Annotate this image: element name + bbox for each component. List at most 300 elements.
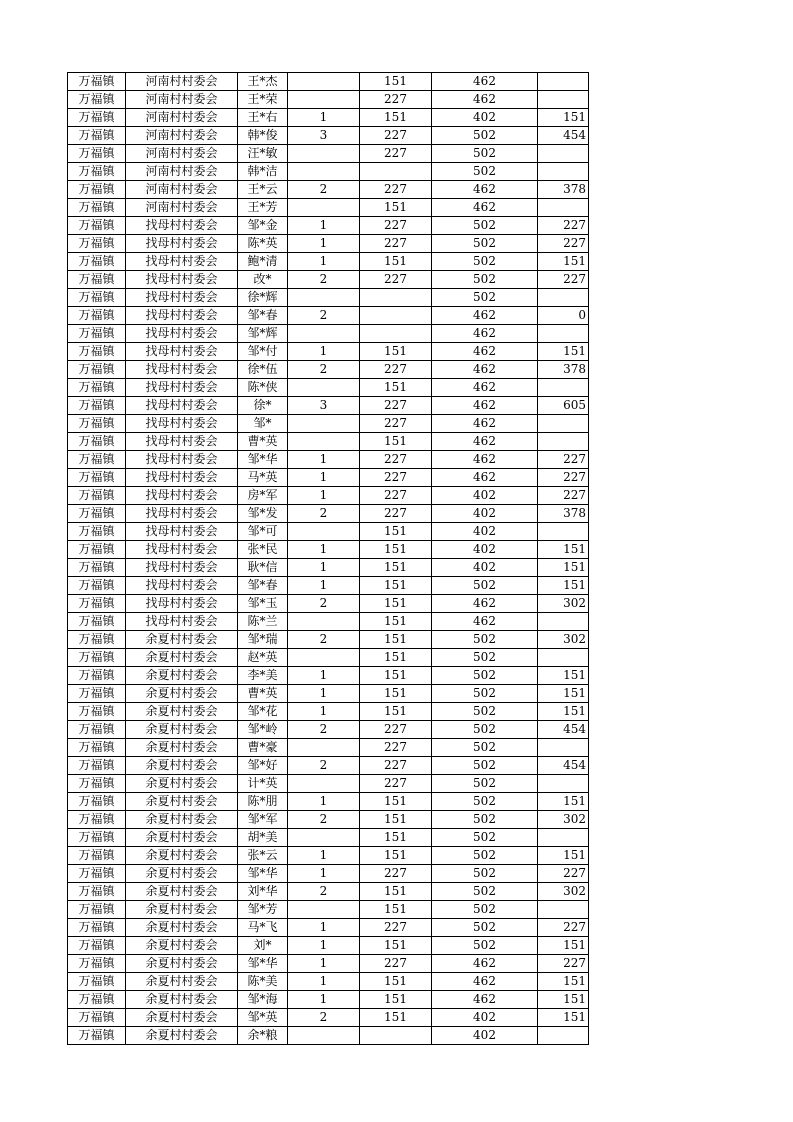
value-b-cell: 402 bbox=[432, 1027, 538, 1045]
table-row bbox=[68, 433, 589, 451]
value-a-cell: 151 bbox=[360, 433, 432, 451]
table-row bbox=[68, 217, 589, 235]
count-cell: 1 bbox=[288, 937, 360, 955]
value-c-cell: 227 bbox=[538, 451, 589, 469]
village-cell: 余夏村村委会 bbox=[126, 991, 238, 1009]
village-cell: 河南村村委会 bbox=[126, 145, 238, 163]
village-cell: 余夏村村委会 bbox=[126, 829, 238, 847]
value-a-cell: 151 bbox=[360, 541, 432, 559]
count-cell: 1 bbox=[288, 991, 360, 1009]
town-cell: 万福镇 bbox=[68, 973, 126, 991]
count-cell: 1 bbox=[288, 865, 360, 883]
value-b-cell: 502 bbox=[432, 127, 538, 145]
value-a-cell: 227 bbox=[360, 775, 432, 793]
value-a-cell: 227 bbox=[360, 361, 432, 379]
value-a-cell: 227 bbox=[360, 739, 432, 757]
name-cell: 邹*华 bbox=[238, 865, 288, 883]
town-cell: 万福镇 bbox=[68, 91, 126, 109]
village-cell: 找母村村委会 bbox=[126, 271, 238, 289]
value-b-cell: 502 bbox=[432, 289, 538, 307]
village-cell: 找母村村委会 bbox=[126, 595, 238, 613]
value-b-cell: 462 bbox=[432, 595, 538, 613]
table-row bbox=[68, 271, 589, 289]
value-c-cell: 151 bbox=[538, 577, 589, 595]
village-cell: 找母村村委会 bbox=[126, 289, 238, 307]
value-b-cell: 462 bbox=[432, 307, 538, 325]
value-b-cell: 502 bbox=[432, 847, 538, 865]
name-cell: 邹*英 bbox=[238, 1009, 288, 1027]
value-b-cell: 462 bbox=[432, 613, 538, 631]
town-cell: 万福镇 bbox=[68, 271, 126, 289]
village-cell: 找母村村委会 bbox=[126, 577, 238, 595]
town-cell: 万福镇 bbox=[68, 703, 126, 721]
value-a-cell: 227 bbox=[360, 865, 432, 883]
table-row bbox=[68, 775, 589, 793]
village-cell: 余夏村村委会 bbox=[126, 937, 238, 955]
value-b-cell: 402 bbox=[432, 559, 538, 577]
value-a-cell: 151 bbox=[360, 199, 432, 217]
name-cell: 张*云 bbox=[238, 847, 288, 865]
value-b-cell: 502 bbox=[432, 145, 538, 163]
value-b-cell: 502 bbox=[432, 703, 538, 721]
name-cell: 邹*芳 bbox=[238, 901, 288, 919]
count-cell: 1 bbox=[288, 559, 360, 577]
data-table bbox=[67, 72, 589, 1045]
value-c-cell: 151 bbox=[538, 703, 589, 721]
table-row bbox=[68, 739, 589, 757]
name-cell: 邹*可 bbox=[238, 523, 288, 541]
town-cell: 万福镇 bbox=[68, 361, 126, 379]
value-c-cell: 0 bbox=[538, 307, 589, 325]
village-cell: 河南村村委会 bbox=[126, 163, 238, 181]
value-a-cell: 227 bbox=[360, 397, 432, 415]
name-cell: 汪*敏 bbox=[238, 145, 288, 163]
value-c-cell: 151 bbox=[538, 991, 589, 1009]
value-c-cell bbox=[538, 433, 589, 451]
value-b-cell: 502 bbox=[432, 775, 538, 793]
table-row bbox=[68, 343, 589, 361]
table-row bbox=[68, 703, 589, 721]
value-c-cell bbox=[538, 379, 589, 397]
value-a-cell: 227 bbox=[360, 757, 432, 775]
count-cell: 2 bbox=[288, 721, 360, 739]
name-cell: 邹*玉 bbox=[238, 595, 288, 613]
table-row bbox=[68, 523, 589, 541]
table-row bbox=[68, 541, 589, 559]
value-c-cell bbox=[538, 739, 589, 757]
table-row bbox=[68, 1009, 589, 1027]
table-row bbox=[68, 127, 589, 145]
value-a-cell bbox=[360, 1027, 432, 1045]
name-cell: 王*右 bbox=[238, 109, 288, 127]
town-cell: 万福镇 bbox=[68, 523, 126, 541]
value-b-cell: 502 bbox=[432, 163, 538, 181]
count-cell: 3 bbox=[288, 397, 360, 415]
count-cell: 2 bbox=[288, 595, 360, 613]
table-row bbox=[68, 991, 589, 1009]
value-c-cell: 378 bbox=[538, 361, 589, 379]
town-cell: 万福镇 bbox=[68, 73, 126, 91]
value-a-cell bbox=[360, 325, 432, 343]
value-b-cell: 462 bbox=[432, 973, 538, 991]
value-a-cell: 151 bbox=[360, 253, 432, 271]
village-cell: 找母村村委会 bbox=[126, 469, 238, 487]
value-a-cell: 227 bbox=[360, 235, 432, 253]
name-cell: 刘* bbox=[238, 937, 288, 955]
table-row bbox=[68, 793, 589, 811]
town-cell: 万福镇 bbox=[68, 307, 126, 325]
value-b-cell: 502 bbox=[432, 919, 538, 937]
value-a-cell: 227 bbox=[360, 181, 432, 199]
count-cell: 1 bbox=[288, 541, 360, 559]
town-cell: 万福镇 bbox=[68, 181, 126, 199]
value-a-cell: 151 bbox=[360, 901, 432, 919]
count-cell: 1 bbox=[288, 451, 360, 469]
value-c-cell: 151 bbox=[538, 685, 589, 703]
value-a-cell: 151 bbox=[360, 973, 432, 991]
value-c-cell bbox=[538, 199, 589, 217]
table-row bbox=[68, 973, 589, 991]
village-cell: 余夏村村委会 bbox=[126, 739, 238, 757]
value-b-cell: 462 bbox=[432, 343, 538, 361]
value-a-cell: 227 bbox=[360, 505, 432, 523]
count-cell: 2 bbox=[288, 307, 360, 325]
town-cell: 万福镇 bbox=[68, 865, 126, 883]
table-row bbox=[68, 577, 589, 595]
table-row bbox=[68, 487, 589, 505]
value-c-cell bbox=[538, 415, 589, 433]
town-cell: 万福镇 bbox=[68, 955, 126, 973]
value-c-cell: 151 bbox=[538, 559, 589, 577]
count-cell: 1 bbox=[288, 253, 360, 271]
table-row bbox=[68, 415, 589, 433]
table-row bbox=[68, 901, 589, 919]
name-cell: 韩*俊 bbox=[238, 127, 288, 145]
village-cell: 河南村村委会 bbox=[126, 73, 238, 91]
name-cell: 陈*英 bbox=[238, 235, 288, 253]
village-cell: 余夏村村委会 bbox=[126, 955, 238, 973]
village-cell: 余夏村村委会 bbox=[126, 919, 238, 937]
name-cell: 陈*美 bbox=[238, 973, 288, 991]
table-row bbox=[68, 163, 589, 181]
name-cell: 王*荣 bbox=[238, 91, 288, 109]
value-b-cell: 502 bbox=[432, 721, 538, 739]
count-cell bbox=[288, 1027, 360, 1045]
table-row bbox=[68, 361, 589, 379]
count-cell: 1 bbox=[288, 577, 360, 595]
name-cell: 王*杰 bbox=[238, 73, 288, 91]
value-c-cell bbox=[538, 901, 589, 919]
value-a-cell bbox=[360, 289, 432, 307]
table-row bbox=[68, 613, 589, 631]
value-b-cell: 502 bbox=[432, 829, 538, 847]
village-cell: 余夏村村委会 bbox=[126, 793, 238, 811]
count-cell: 1 bbox=[288, 685, 360, 703]
village-cell: 找母村村委会 bbox=[126, 523, 238, 541]
value-a-cell bbox=[360, 163, 432, 181]
village-cell: 河南村村委会 bbox=[126, 91, 238, 109]
count-cell: 1 bbox=[288, 469, 360, 487]
name-cell: 王*云 bbox=[238, 181, 288, 199]
value-c-cell: 151 bbox=[538, 667, 589, 685]
count-cell bbox=[288, 289, 360, 307]
value-a-cell: 151 bbox=[360, 649, 432, 667]
value-c-cell bbox=[538, 775, 589, 793]
value-c-cell: 151 bbox=[538, 109, 589, 127]
name-cell: 马*英 bbox=[238, 469, 288, 487]
value-a-cell: 227 bbox=[360, 955, 432, 973]
value-c-cell bbox=[538, 289, 589, 307]
value-c-cell: 151 bbox=[538, 343, 589, 361]
value-c-cell bbox=[538, 1027, 589, 1045]
value-c-cell: 151 bbox=[538, 847, 589, 865]
value-c-cell bbox=[538, 829, 589, 847]
table-row bbox=[68, 847, 589, 865]
village-cell: 余夏村村委会 bbox=[126, 721, 238, 739]
value-b-cell: 462 bbox=[432, 379, 538, 397]
town-cell: 万福镇 bbox=[68, 253, 126, 271]
value-b-cell: 462 bbox=[432, 451, 538, 469]
table-row bbox=[68, 865, 589, 883]
village-cell: 找母村村委会 bbox=[126, 343, 238, 361]
value-b-cell: 462 bbox=[432, 181, 538, 199]
town-cell: 万福镇 bbox=[68, 847, 126, 865]
value-a-cell: 151 bbox=[360, 685, 432, 703]
village-cell: 找母村村委会 bbox=[126, 613, 238, 631]
village-cell: 河南村村委会 bbox=[126, 199, 238, 217]
town-cell: 万福镇 bbox=[68, 451, 126, 469]
town-cell: 万福镇 bbox=[68, 991, 126, 1009]
value-b-cell: 502 bbox=[432, 793, 538, 811]
value-c-cell bbox=[538, 613, 589, 631]
village-cell: 找母村村委会 bbox=[126, 253, 238, 271]
count-cell: 1 bbox=[288, 919, 360, 937]
table-row bbox=[68, 505, 589, 523]
value-c-cell: 227 bbox=[538, 865, 589, 883]
count-cell: 1 bbox=[288, 343, 360, 361]
count-cell: 2 bbox=[288, 757, 360, 775]
village-cell: 余夏村村委会 bbox=[126, 775, 238, 793]
town-cell: 万福镇 bbox=[68, 829, 126, 847]
town-cell: 万福镇 bbox=[68, 379, 126, 397]
town-cell: 万福镇 bbox=[68, 163, 126, 181]
count-cell: 1 bbox=[288, 235, 360, 253]
town-cell: 万福镇 bbox=[68, 919, 126, 937]
value-c-cell: 227 bbox=[538, 217, 589, 235]
value-a-cell: 151 bbox=[360, 559, 432, 577]
count-cell bbox=[288, 415, 360, 433]
name-cell: 邹*花 bbox=[238, 703, 288, 721]
value-a-cell: 227 bbox=[360, 271, 432, 289]
town-cell: 万福镇 bbox=[68, 739, 126, 757]
value-b-cell: 402 bbox=[432, 523, 538, 541]
table-row bbox=[68, 721, 589, 739]
table-row bbox=[68, 307, 589, 325]
value-b-cell: 502 bbox=[432, 901, 538, 919]
count-cell bbox=[288, 523, 360, 541]
table-row bbox=[68, 667, 589, 685]
village-cell: 找母村村委会 bbox=[126, 361, 238, 379]
town-cell: 万福镇 bbox=[68, 145, 126, 163]
village-cell: 余夏村村委会 bbox=[126, 1009, 238, 1027]
value-c-cell bbox=[538, 163, 589, 181]
name-cell: 王*芳 bbox=[238, 199, 288, 217]
value-c-cell: 378 bbox=[538, 505, 589, 523]
count-cell bbox=[288, 649, 360, 667]
name-cell: 邹* bbox=[238, 415, 288, 433]
village-cell: 余夏村村委会 bbox=[126, 1027, 238, 1045]
value-b-cell: 502 bbox=[432, 235, 538, 253]
value-b-cell: 502 bbox=[432, 865, 538, 883]
value-a-cell: 151 bbox=[360, 343, 432, 361]
table-row bbox=[68, 559, 589, 577]
table-row bbox=[68, 145, 589, 163]
value-a-cell: 151 bbox=[360, 73, 432, 91]
name-cell: 邹*付 bbox=[238, 343, 288, 361]
value-b-cell: 462 bbox=[432, 91, 538, 109]
village-cell: 余夏村村委会 bbox=[126, 757, 238, 775]
table-row bbox=[68, 937, 589, 955]
table-body bbox=[68, 73, 589, 1045]
table-row bbox=[68, 91, 589, 109]
value-c-cell: 302 bbox=[538, 883, 589, 901]
value-b-cell: 462 bbox=[432, 73, 538, 91]
value-c-cell bbox=[538, 145, 589, 163]
table-row bbox=[68, 181, 589, 199]
count-cell: 1 bbox=[288, 847, 360, 865]
value-c-cell: 151 bbox=[538, 793, 589, 811]
count-cell bbox=[288, 739, 360, 757]
name-cell: 计*英 bbox=[238, 775, 288, 793]
value-a-cell: 227 bbox=[360, 487, 432, 505]
value-a-cell: 151 bbox=[360, 1009, 432, 1027]
value-c-cell bbox=[538, 73, 589, 91]
table-row bbox=[68, 235, 589, 253]
value-a-cell: 151 bbox=[360, 577, 432, 595]
village-cell: 找母村村委会 bbox=[126, 559, 238, 577]
town-cell: 万福镇 bbox=[68, 901, 126, 919]
name-cell: 邹*辉 bbox=[238, 325, 288, 343]
value-a-cell: 227 bbox=[360, 127, 432, 145]
count-cell bbox=[288, 901, 360, 919]
village-cell: 余夏村村委会 bbox=[126, 631, 238, 649]
name-cell: 徐*伍 bbox=[238, 361, 288, 379]
table-row bbox=[68, 955, 589, 973]
value-c-cell: 227 bbox=[538, 235, 589, 253]
count-cell bbox=[288, 775, 360, 793]
value-a-cell: 151 bbox=[360, 829, 432, 847]
town-cell: 万福镇 bbox=[68, 793, 126, 811]
count-cell: 3 bbox=[288, 127, 360, 145]
table-row bbox=[68, 757, 589, 775]
count-cell bbox=[288, 145, 360, 163]
village-cell: 找母村村委会 bbox=[126, 307, 238, 325]
town-cell: 万福镇 bbox=[68, 595, 126, 613]
value-c-cell: 302 bbox=[538, 631, 589, 649]
value-a-cell: 151 bbox=[360, 667, 432, 685]
count-cell: 1 bbox=[288, 973, 360, 991]
count-cell bbox=[288, 433, 360, 451]
value-c-cell: 227 bbox=[538, 487, 589, 505]
value-a-cell: 227 bbox=[360, 91, 432, 109]
village-cell: 河南村村委会 bbox=[126, 181, 238, 199]
value-a-cell: 151 bbox=[360, 811, 432, 829]
count-cell bbox=[288, 199, 360, 217]
value-c-cell: 605 bbox=[538, 397, 589, 415]
table-row bbox=[68, 451, 589, 469]
table-row bbox=[68, 685, 589, 703]
value-a-cell: 151 bbox=[360, 379, 432, 397]
count-cell: 2 bbox=[288, 271, 360, 289]
table-row bbox=[68, 631, 589, 649]
count-cell: 1 bbox=[288, 667, 360, 685]
table-row bbox=[68, 253, 589, 271]
value-b-cell: 462 bbox=[432, 955, 538, 973]
value-b-cell: 462 bbox=[432, 199, 538, 217]
value-c-cell: 151 bbox=[538, 253, 589, 271]
value-a-cell: 151 bbox=[360, 631, 432, 649]
value-c-cell: 227 bbox=[538, 271, 589, 289]
village-cell: 找母村村委会 bbox=[126, 541, 238, 559]
name-cell: 李*美 bbox=[238, 667, 288, 685]
village-cell: 余夏村村委会 bbox=[126, 703, 238, 721]
town-cell: 万福镇 bbox=[68, 397, 126, 415]
town-cell: 万福镇 bbox=[68, 325, 126, 343]
name-cell: 邹*军 bbox=[238, 811, 288, 829]
value-c-cell: 151 bbox=[538, 541, 589, 559]
name-cell: 刘*华 bbox=[238, 883, 288, 901]
value-a-cell: 227 bbox=[360, 721, 432, 739]
name-cell: 鲍*清 bbox=[238, 253, 288, 271]
name-cell: 邹*华 bbox=[238, 451, 288, 469]
town-cell: 万福镇 bbox=[68, 667, 126, 685]
value-b-cell: 402 bbox=[432, 541, 538, 559]
town-cell: 万福镇 bbox=[68, 883, 126, 901]
town-cell: 万福镇 bbox=[68, 235, 126, 253]
table-row bbox=[68, 73, 589, 91]
count-cell: 2 bbox=[288, 361, 360, 379]
value-c-cell bbox=[538, 649, 589, 667]
town-cell: 万福镇 bbox=[68, 775, 126, 793]
value-b-cell: 502 bbox=[432, 631, 538, 649]
value-b-cell: 462 bbox=[432, 433, 538, 451]
village-cell: 找母村村委会 bbox=[126, 487, 238, 505]
village-cell: 找母村村委会 bbox=[126, 325, 238, 343]
town-cell: 万福镇 bbox=[68, 757, 126, 775]
village-cell: 找母村村委会 bbox=[126, 505, 238, 523]
village-cell: 河南村村委会 bbox=[126, 109, 238, 127]
value-a-cell: 151 bbox=[360, 793, 432, 811]
town-cell: 万福镇 bbox=[68, 721, 126, 739]
town-cell: 万福镇 bbox=[68, 127, 126, 145]
table-row bbox=[68, 109, 589, 127]
name-cell: 余*粮 bbox=[238, 1027, 288, 1045]
name-cell: 胡*美 bbox=[238, 829, 288, 847]
value-c-cell: 227 bbox=[538, 919, 589, 937]
count-cell: 2 bbox=[288, 181, 360, 199]
table-row bbox=[68, 379, 589, 397]
value-b-cell: 462 bbox=[432, 415, 538, 433]
name-cell: 马*飞 bbox=[238, 919, 288, 937]
table-row bbox=[68, 649, 589, 667]
value-a-cell: 151 bbox=[360, 847, 432, 865]
village-cell: 余夏村村委会 bbox=[126, 901, 238, 919]
value-c-cell: 227 bbox=[538, 469, 589, 487]
village-cell: 河南村村委会 bbox=[126, 127, 238, 145]
count-cell: 2 bbox=[288, 631, 360, 649]
value-c-cell: 378 bbox=[538, 181, 589, 199]
value-c-cell: 302 bbox=[538, 595, 589, 613]
